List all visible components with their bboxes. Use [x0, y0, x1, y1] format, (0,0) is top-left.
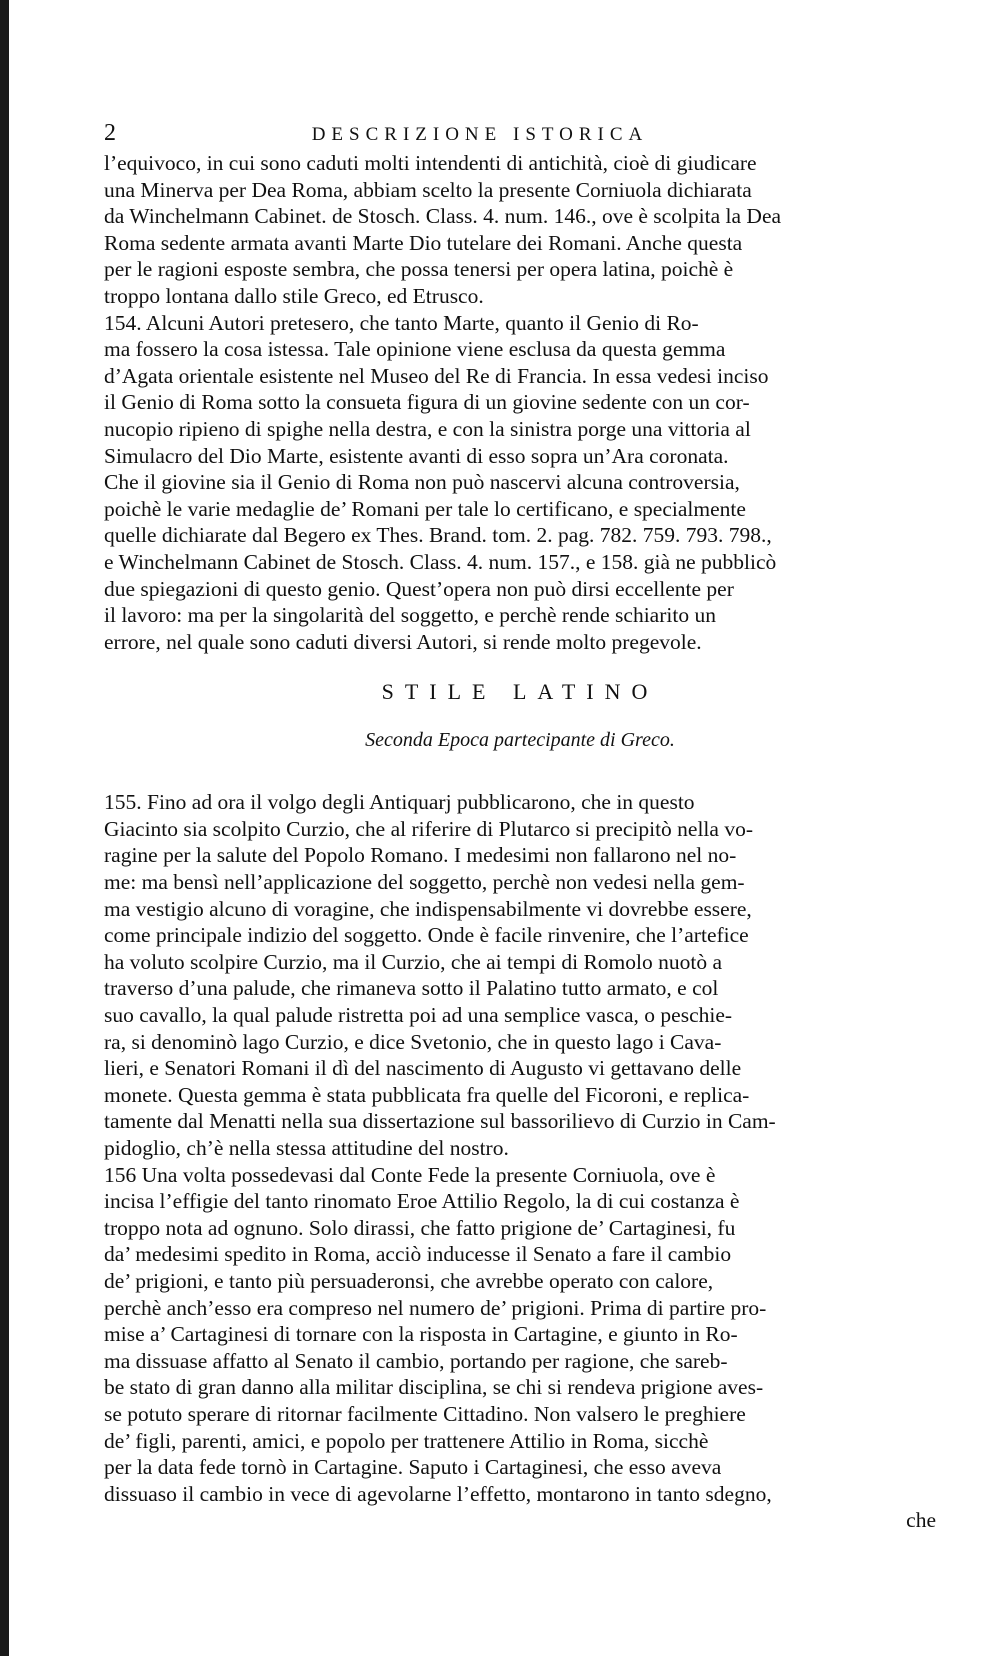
running-head: DESCRIZIONE ISTORICA — [311, 124, 649, 145]
text-line: ha voluto scolpire Curzio, ma il Curzio, che ai tempi di Romolo nuotò a — [104, 949, 723, 974]
text-line: per la data fede tornò in Cartagine. Saputo i Cartaginesi, che esso aveva — [104, 1455, 722, 1480]
text-line: me: ma bensì nell’applicazione del soggetto, perchè non vedesi nella gem- — [104, 870, 745, 895]
text-line: ragine per la salute del Popolo Romano. I medesimi non fallarono nel no- — [104, 843, 737, 868]
text-line: de’ figli, parenti, amici, e popolo per trattenere Attilio in Roma, sicchè — [104, 1428, 709, 1453]
text-line: l’equivoco, in cui sono caduti molti intendenti di antichità, cioè di giudicare — [104, 151, 757, 175]
text-line: ra, si denominò lago Curzio, e dice Svetonio, che in questo lago i Cava- — [104, 1029, 722, 1054]
text-line: Che il giovine sia il Genio di Roma non può nascervi alcuna controversia, — [104, 470, 740, 495]
section-subtitle: Seconda Epoca partecipante di Greco. — [365, 729, 675, 752]
text-line: 155. Fino ad ora il volgo degli Antiquarj pubblicarono, che in questo — [104, 790, 695, 815]
text-line: come principale indizio del soggetto. Onde è facile rinvenire, che l’artefice — [104, 923, 749, 948]
text-line: dissuaso il cambio in vece di agevolarne l’effetto, montarono in tanto sdegno, — [104, 1481, 772, 1506]
text-line: traverso d’una palude, che rimaneva sotto il Palatino tutto armato, e col — [104, 976, 719, 1001]
text-line: suo cavallo, la qual palude ristretta poi ad una semplice vasca, o peschie- — [104, 1003, 733, 1028]
text-line: pidoglio, ch’è nella stessa attitudine del nostro. — [104, 1136, 509, 1160]
text-line: una Minerva per Dea Roma, abbiam scelto la presente Corniuola dichiarata — [104, 177, 752, 202]
text-line: due spiegazioni di questo genio. Quest’opera non può dirsi eccellente per — [104, 576, 734, 601]
text-line: ma vestigio alcuno di voragine, che indispensabilmente vi dovrebbe essere, — [104, 896, 752, 921]
text-line: incisa l’effigie del tanto rinomato Eroe Attilio Regolo, la di cui costanza è — [104, 1189, 740, 1214]
text-line: mise a’ Cartaginesi di tornare con la risposta in Cartagine, e giunto in Ro- — [104, 1322, 738, 1347]
book-page — [104, 120, 936, 1534]
page-header — [104, 120, 936, 150]
page-number: 2 — [104, 120, 116, 146]
section-title: STILE LATINO — [381, 679, 659, 705]
text-line: da’ medesimi spedito in Roma, acciò inducesse il Senato a fare il cambio — [104, 1242, 732, 1267]
text-line: ma fossero la cosa istessa. Tale opinione viene esclusa da questa gemma — [104, 337, 726, 362]
text-line: monete. Questa gemma è stata pubblicata fra quelle del Ficoroni, e replica- — [104, 1082, 750, 1107]
text-line: il lavoro: ma per la singolarità del soggetto, e perchè rende schiarito un — [104, 603, 716, 628]
text-line: d’Agata orientale esistente nel Museo del Re di Francia. In essa vedesi inciso — [104, 363, 769, 388]
text-line: lieri, e Senatori Romani il dì del nascimento di Augusto vi gettavano delle — [104, 1056, 742, 1081]
text-line: il Genio di Roma sotto la consueta figura di un giovine sedente con un cor- — [104, 390, 750, 415]
text-line: 154. Alcuni Autori pretesero, che tanto Marte, quanto il Genio di Ro- — [104, 310, 699, 335]
text-line: e Winchelmann Cabinet de Stosch. Class. 4. num. 157., e 158. già ne pubblicò — [104, 549, 777, 574]
text-line: quelle dichiarate dal Begero ex Thes. Brand. tom. 2. pag. 782. 759. 793. 798., — [104, 523, 772, 548]
text-line: 156 Una volta possedevasi dal Conte Fede la presente Corniuola, ove è — [104, 1162, 716, 1187]
text-line: be stato di gran danno alla militar disciplina, se chi si rendeva prigione aves- — [104, 1375, 764, 1400]
text-line: se potuto sperare di ritornar facilmente Cittadino. Non valsero le preghiere — [104, 1401, 746, 1426]
page-edge-rule — [0, 0, 9, 1656]
paragraph-block-2 — [104, 789, 936, 1507]
text-line: da Winchelmann Cabinet. de Stosch. Class. 4. num. 146., ove è scolpita la Dea — [104, 204, 782, 229]
text-line: ma dissuase affatto al Senato il cambio, portando per ragione, che sareb- — [104, 1348, 728, 1373]
text-line: per le ragioni esposte sembra, che possa tenersi per opera latina, poichè è — [104, 257, 734, 282]
paragraph-block-1 — [104, 150, 936, 655]
text-line: poichè le varie medaglie de’ Romani per tale lo certificano, e specialmente — [104, 496, 746, 521]
text-line: troppo nota ad ognuno. Solo dirassi, che fatto prigione de’ Cartaginesi, fu — [104, 1215, 736, 1240]
text-line: nucopio ripieno di spighe nella destra, e con la sinistra porge una vittoria al — [104, 416, 751, 441]
text-line: de’ prigioni, e tanto più persuaderonsi, che avrebbe operato con calore, — [104, 1268, 714, 1293]
text-line: Giacinto sia scolpito Curzio, che al riferire di Plutarco si precipitò nella vo- — [104, 816, 753, 841]
text-line: tamente dal Menatti nella sua dissertazione sul bassorilievo di Curzio in Cam- — [104, 1109, 776, 1134]
text-line: errore, nel quale sono caduti diversi Autori, si rende molto pregevole. — [104, 629, 702, 654]
text-line: perchè anch’esso era compreso nel numero de’ prigioni. Prima di partire pro- — [104, 1295, 767, 1320]
catchword: che — [906, 1508, 936, 1533]
text-line: Roma sedente armata avanti Marte Dio tutelare dei Romani. Anche questa — [104, 230, 743, 255]
text-line: Simulacro del Dio Marte, esistente avanti di esso sopra un’Ara coronata. — [104, 443, 729, 468]
text-line: troppo lontana dallo stile Greco, ed Etrusco. — [104, 283, 484, 308]
